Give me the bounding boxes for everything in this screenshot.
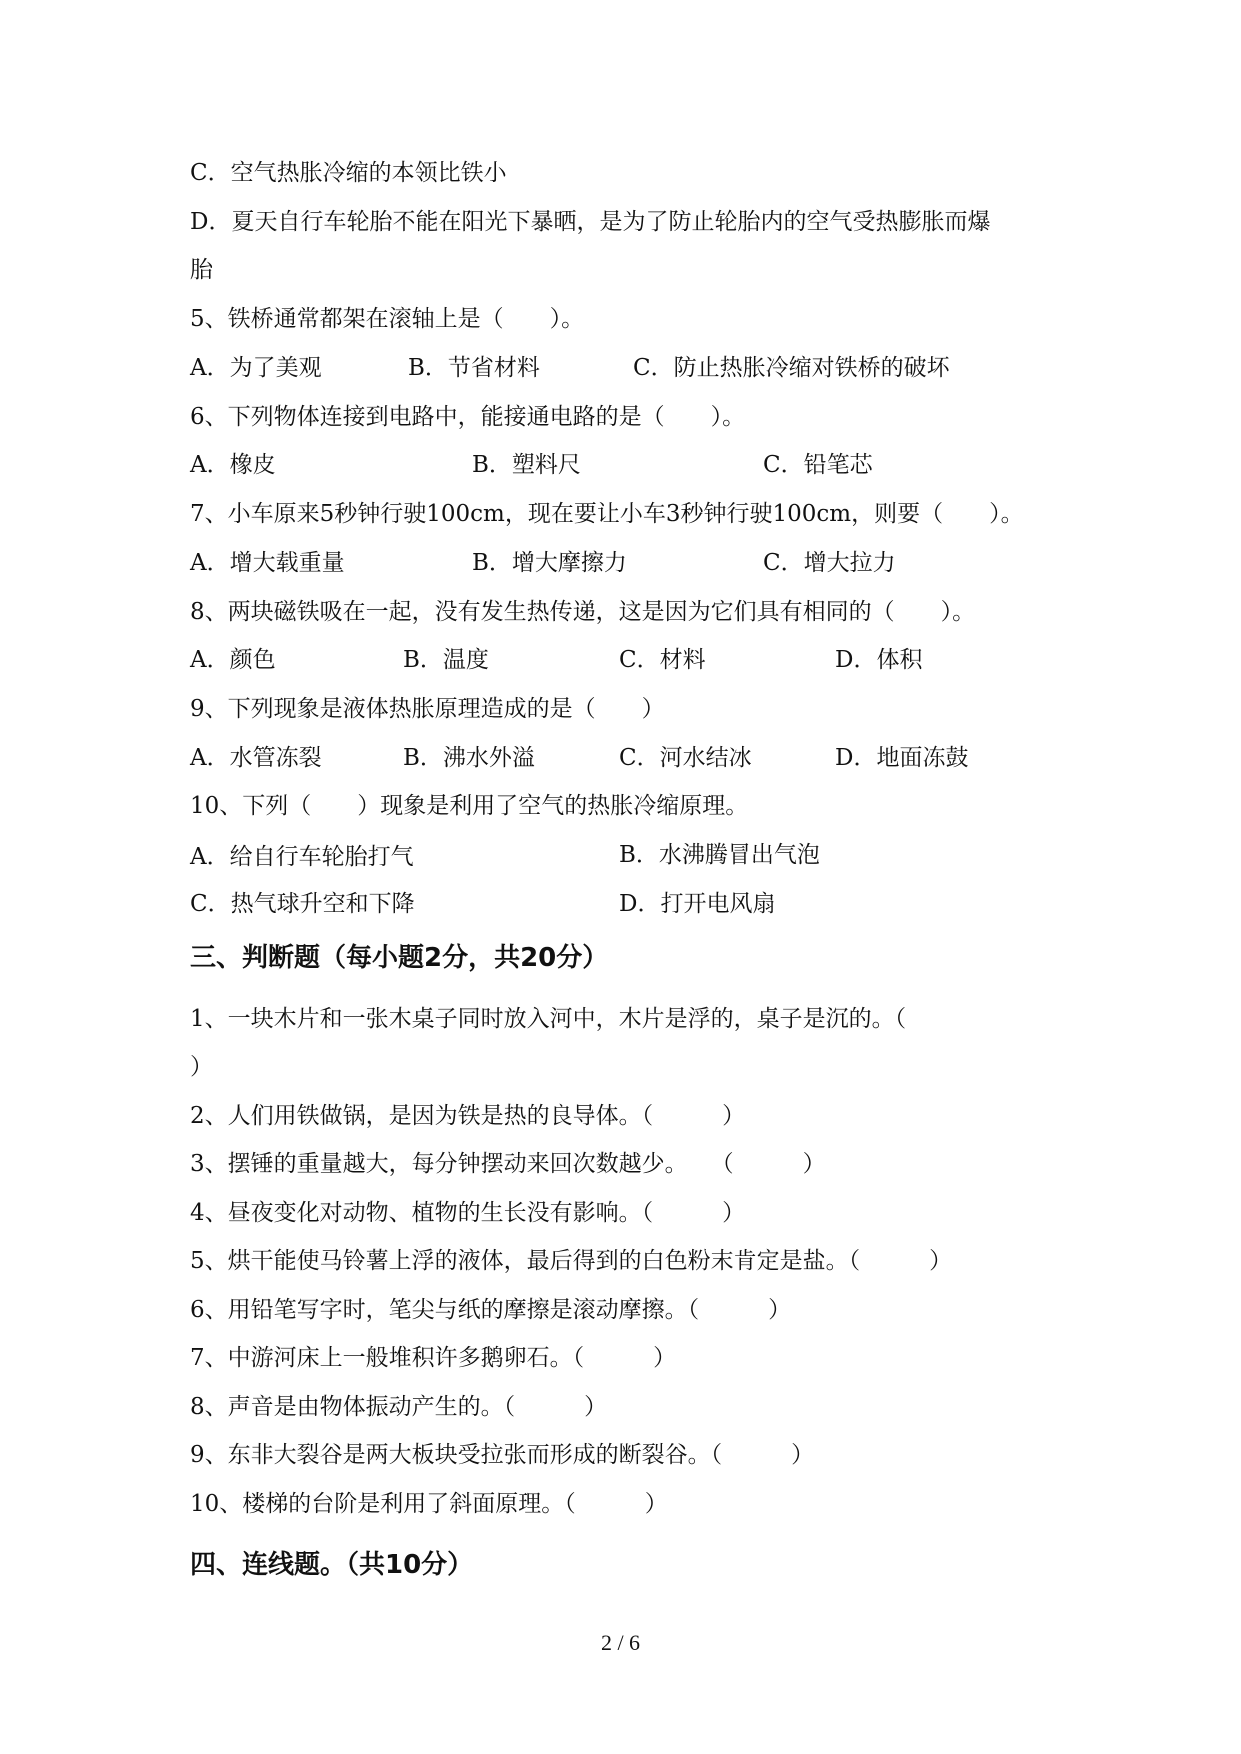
q5-option-b: B．节省材料	[408, 355, 540, 381]
q7-option-a: A．增大载重量	[190, 550, 345, 576]
q8-option-b: B．温度	[403, 647, 489, 673]
q8-option-c: C．材料	[619, 647, 706, 673]
q9-option-d: D．地面冻鼓	[835, 745, 969, 771]
q9-option-a: A．水管冻裂	[190, 745, 322, 771]
option-d-line: D．夏天自行车轮胎不能在阳光下暴晒，是为了防止轮胎内的空气受热膨胀而爆	[190, 209, 991, 235]
q6-option-b: B．塑料尺	[472, 452, 581, 478]
judge-item-4: 4、昼夜变化对动物、植物的生长没有影响。（ ）	[190, 1200, 746, 1226]
q10-option-c: C．热气球升空和下降	[190, 891, 415, 917]
judge-item-10: 10、楼梯的台阶是利用了斜面原理。（ ）	[190, 1491, 668, 1517]
judge-item-6: 6、用铅笔写字时，笔尖与纸的摩擦是滚动摩擦。（ ）	[190, 1297, 792, 1323]
question-7: 7、小车原来5秒钟行驶100cm，现在要让小车3秒钟行驶100cm，则要（ ）。	[190, 501, 1024, 527]
q8-option-a: A．颜色	[190, 647, 276, 673]
q9-option-c: C．河水结冰	[619, 745, 752, 771]
judge-item-1-continuation: ）	[190, 1054, 213, 1080]
option-d-continuation: 胎	[190, 257, 213, 283]
q7-option-b: B．增大摩擦力	[472, 550, 627, 576]
q5-option-a: A．为了美观	[190, 355, 322, 381]
page-number: 2 / 6	[600, 1630, 641, 1655]
q10-option-a: A．给自行车轮胎打气	[190, 844, 414, 870]
question-9: 9、下列现象是液体热胀原理造成的是（ ）	[190, 696, 665, 722]
q8-option-d: D．体积	[835, 647, 923, 673]
section-4-title: 四、连线题。（共10分）	[190, 1550, 474, 1580]
q10-option-d: D．打开电风扇	[619, 891, 776, 917]
section-3-title: 三、判断题（每小题2分，共20分）	[190, 943, 609, 973]
judge-item-2: 2、人们用铁做锅，是因为铁是热的良导体。（ ）	[190, 1103, 746, 1129]
option-c-line: C．空气热胀冷缩的本领比铁小	[190, 160, 507, 186]
judge-item-8: 8、声音是由物体振动产生的。（ ）	[190, 1394, 608, 1420]
q6-option-a: A．橡皮	[190, 452, 276, 478]
question-6: 6、下列物体连接到电路中，能接通电路的是（ ）。	[190, 404, 746, 430]
question-8: 8、两块磁铁吸在一起，没有发生热传递，这是因为它们具有相同的（ ）。	[190, 599, 976, 625]
judge-item-1: 1、一块木片和一张木桌子同时放入河中，木片是浮的，桌子是沉的。（	[190, 1006, 907, 1032]
q10-option-b: B．水沸腾冒出气泡	[619, 842, 820, 868]
q5-option-c: C．防止热胀冷缩对铁桥的破坏	[633, 355, 950, 381]
q9-option-b: B．沸水外溢	[403, 745, 535, 771]
judge-item-5: 5、烘干能使马铃薯上浮的液体，最后得到的白色粉末肯定是盐。（ ）	[190, 1248, 953, 1274]
question-10: 10、下列（ ）现象是利用了空气的热胀冷缩原理。	[190, 793, 749, 819]
judge-item-3: 3、摆锤的重量越大，每分钟摆动来回次数越少。 （ ）	[190, 1151, 826, 1177]
q6-option-c: C．铅笔芯	[763, 452, 873, 478]
judge-item-7: 7、中游河床上一般堆积许多鹅卵石。（ ）	[190, 1345, 677, 1371]
judge-item-9: 9、东非大裂谷是两大板块受拉张而形成的断裂谷。（ ）	[190, 1442, 815, 1468]
question-5: 5、铁桥通常都架在滚轴上是（ ）。	[190, 306, 585, 332]
q7-option-c: C．增大拉力	[763, 550, 896, 576]
